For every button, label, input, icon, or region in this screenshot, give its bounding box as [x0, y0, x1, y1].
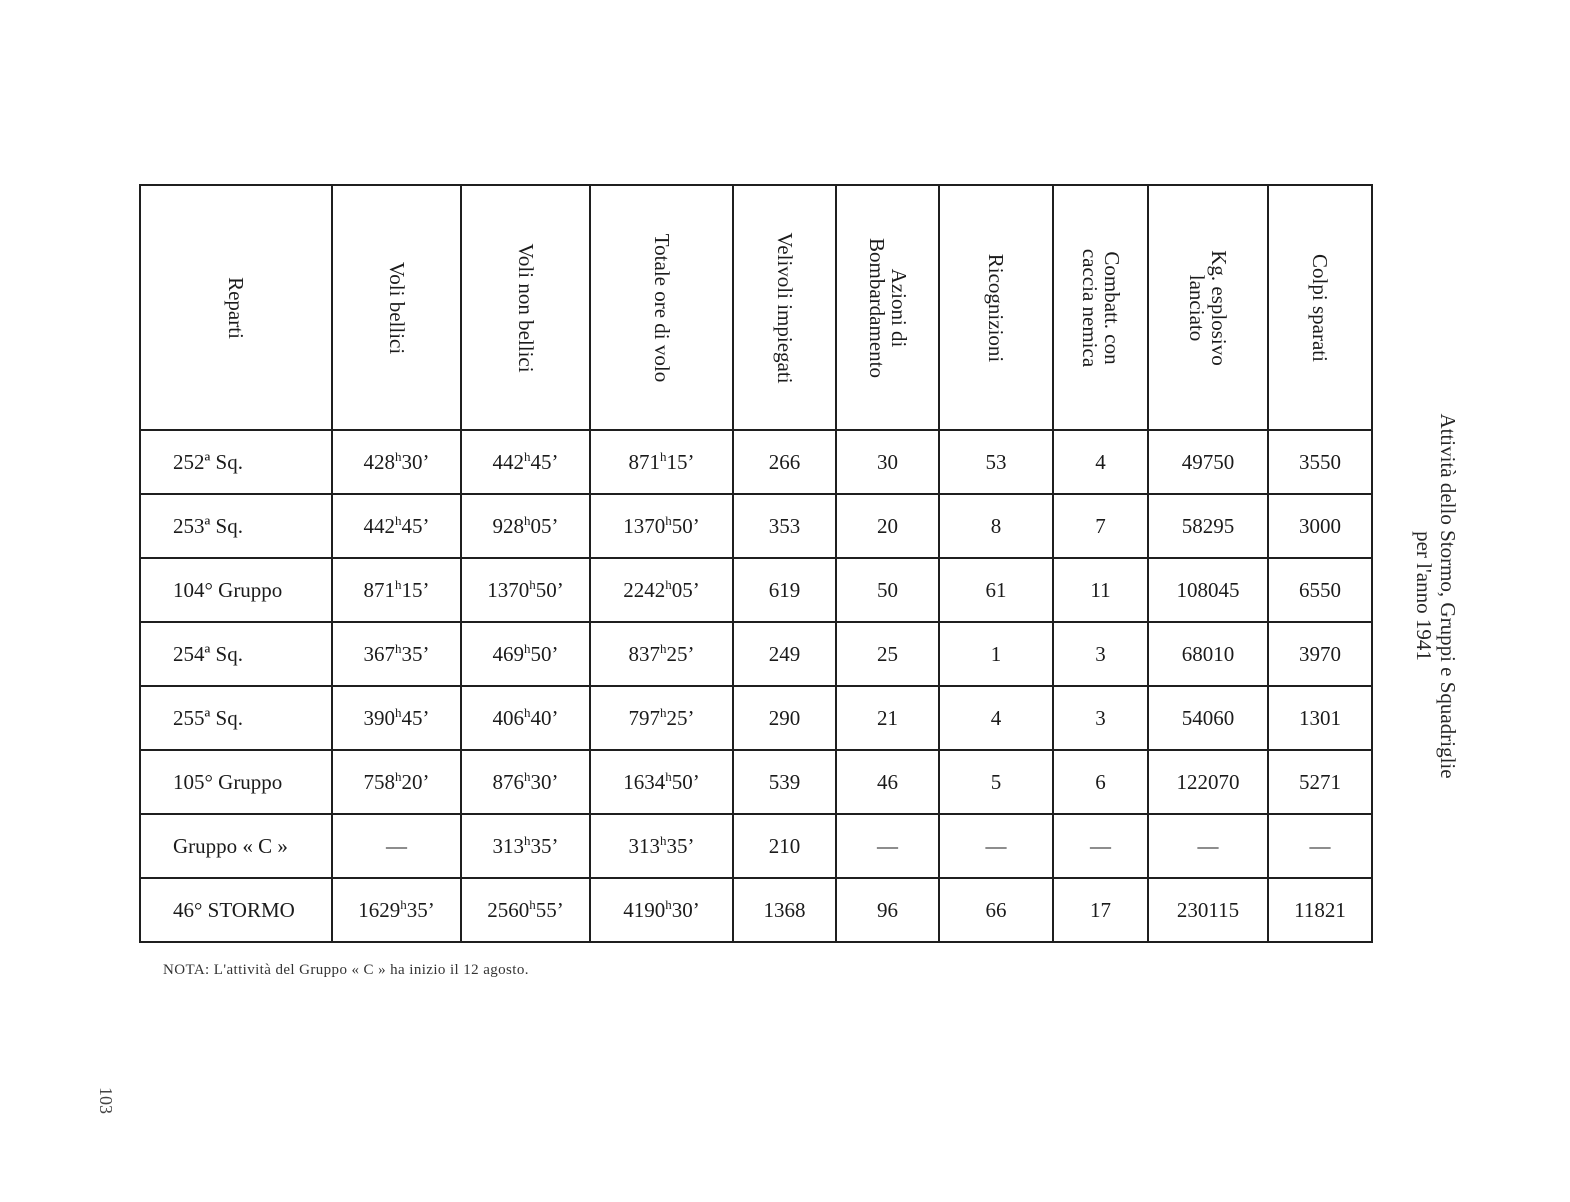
- table-cell: 469$^h$50’: [461, 622, 590, 686]
- table-cell: 50: [836, 558, 939, 622]
- row-label-cell: 253ª Sq.: [140, 494, 332, 558]
- table-cell: 210: [733, 814, 836, 878]
- col-header-ricognizioni: Ricognizioni: [939, 185, 1053, 430]
- table-cell: 1370$^h$50’: [461, 558, 590, 622]
- table-cell: —: [836, 814, 939, 878]
- table-cell: 61: [939, 558, 1053, 622]
- table-cell: —: [332, 814, 461, 878]
- table-cell: 1: [939, 622, 1053, 686]
- table-cell: 442$^h$45’: [332, 494, 461, 558]
- col-header-reparti: Reparti: [140, 185, 332, 430]
- table-title: [1412, 413, 1460, 778]
- table-cell: 406$^h$40’: [461, 686, 590, 750]
- table-title-line2: per l'anno 1941: [1412, 531, 1436, 661]
- table-cell: 2242$^h$05’: [590, 558, 733, 622]
- table-cell: 3: [1053, 622, 1148, 686]
- table-cell: 53: [939, 430, 1053, 494]
- table-cell: 539: [733, 750, 836, 814]
- table-cell: 313$^h$35’: [590, 814, 733, 878]
- table-cell: 96: [836, 878, 939, 942]
- header-row: [140, 185, 1372, 430]
- table-cell: 1629$^h$35’: [332, 878, 461, 942]
- col-header-kg-esplosivo: Kg. esplosivo lanciato: [1148, 185, 1268, 430]
- table-cell: 122070: [1148, 750, 1268, 814]
- table-row: [140, 814, 1372, 878]
- table-cell: 4: [1053, 430, 1148, 494]
- table-cell: —: [1148, 814, 1268, 878]
- table-cell: 6550: [1268, 558, 1372, 622]
- table-row: [140, 686, 1372, 750]
- table-cell: 5: [939, 750, 1053, 814]
- col-header-totale-ore: Totale ore di volo: [590, 185, 733, 430]
- table-cell: —: [939, 814, 1053, 878]
- table-cell: —: [1268, 814, 1372, 878]
- table-cell: 367$^h$35’: [332, 622, 461, 686]
- table-cell: 54060: [1148, 686, 1268, 750]
- col-header-combattimenti: Combatt. con caccia nemica: [1053, 185, 1148, 430]
- table-cell: 25: [836, 622, 939, 686]
- table-cell: 837$^h$25’: [590, 622, 733, 686]
- row-label-cell: 255ª Sq.: [140, 686, 332, 750]
- table-row: [140, 494, 1372, 558]
- table-row: [140, 750, 1372, 814]
- table-cell: 11821: [1268, 878, 1372, 942]
- table-cell: 68010: [1148, 622, 1268, 686]
- table-cell: 46: [836, 750, 939, 814]
- table-cell: 266: [733, 430, 836, 494]
- col-header-colpi-sparati: Colpi sparati: [1268, 185, 1372, 430]
- table-cell: 17: [1053, 878, 1148, 942]
- page-number: 103: [96, 1087, 116, 1114]
- table-cell: 230115: [1148, 878, 1268, 942]
- table-cell: 4: [939, 686, 1053, 750]
- table-cell: 313$^h$35’: [461, 814, 590, 878]
- row-label-cell: 252ª Sq.: [140, 430, 332, 494]
- table-cell: 108045: [1148, 558, 1268, 622]
- table-cell: 7: [1053, 494, 1148, 558]
- table-cell: 2560$^h$55’: [461, 878, 590, 942]
- row-label-cell: 104° Gruppo: [140, 558, 332, 622]
- activity-table: [139, 184, 1373, 943]
- table-row: [140, 430, 1372, 494]
- table-cell: 249: [733, 622, 836, 686]
- table-row: [140, 878, 1372, 942]
- table-cell: 390$^h$45’: [332, 686, 461, 750]
- table-cell: 49750: [1148, 430, 1268, 494]
- table-row: [140, 558, 1372, 622]
- col-header-velivoli: Velivoli impiegati: [733, 185, 836, 430]
- table-cell: 871$^h$15’: [590, 430, 733, 494]
- table-cell: 3970: [1268, 622, 1372, 686]
- row-label-cell: 254ª Sq.: [140, 622, 332, 686]
- table-cell: 290: [733, 686, 836, 750]
- table-cell: 21: [836, 686, 939, 750]
- table-cell: 30: [836, 430, 939, 494]
- table-note: NOTA: L'attività del Gruppo « C » ha inizio il 12 agosto.: [163, 962, 529, 978]
- table-cell: 1634$^h$50’: [590, 750, 733, 814]
- table-cell: 58295: [1148, 494, 1268, 558]
- table-cell: 20: [836, 494, 939, 558]
- row-label-cell: 46° STORMO: [140, 878, 332, 942]
- table-cell: 4190$^h$30’: [590, 878, 733, 942]
- table-cell: 8: [939, 494, 1053, 558]
- table-cell: 3: [1053, 686, 1148, 750]
- table-cell: 797$^h$25’: [590, 686, 733, 750]
- table-cell: 428$^h$30’: [332, 430, 461, 494]
- table-cell: 1368: [733, 878, 836, 942]
- table-cell: 11: [1053, 558, 1148, 622]
- col-header-voli-bellici: Voli bellici: [332, 185, 461, 430]
- table-cell: 928$^h$05’: [461, 494, 590, 558]
- table-cell: 3000: [1268, 494, 1372, 558]
- table-cell: 876$^h$30’: [461, 750, 590, 814]
- col-header-voli-non-bellici: Voli non bellici: [461, 185, 590, 430]
- row-label-cell: 105° Gruppo: [140, 750, 332, 814]
- row-label-cell: Gruppo « C »: [140, 814, 332, 878]
- table-cell: 442$^h$45’: [461, 430, 590, 494]
- table-title-line1: Attività dello Stormo, Gruppi e Squadriglie: [1436, 413, 1460, 779]
- table-cell: 66: [939, 878, 1053, 942]
- table-cell: 758$^h$20’: [332, 750, 461, 814]
- table-row: [140, 622, 1372, 686]
- table-cell: 1301: [1268, 686, 1372, 750]
- table-cell: 3550: [1268, 430, 1372, 494]
- table-cell: 1370$^h$50’: [590, 494, 733, 558]
- table-cell: 871$^h$15’: [332, 558, 461, 622]
- table-cell: 5271: [1268, 750, 1372, 814]
- table-cell: —: [1053, 814, 1148, 878]
- table-cell: 353: [733, 494, 836, 558]
- col-header-azioni-bombardamento: Azioni di Bombardamento: [836, 185, 939, 430]
- table-cell: 6: [1053, 750, 1148, 814]
- table-cell: 619: [733, 558, 836, 622]
